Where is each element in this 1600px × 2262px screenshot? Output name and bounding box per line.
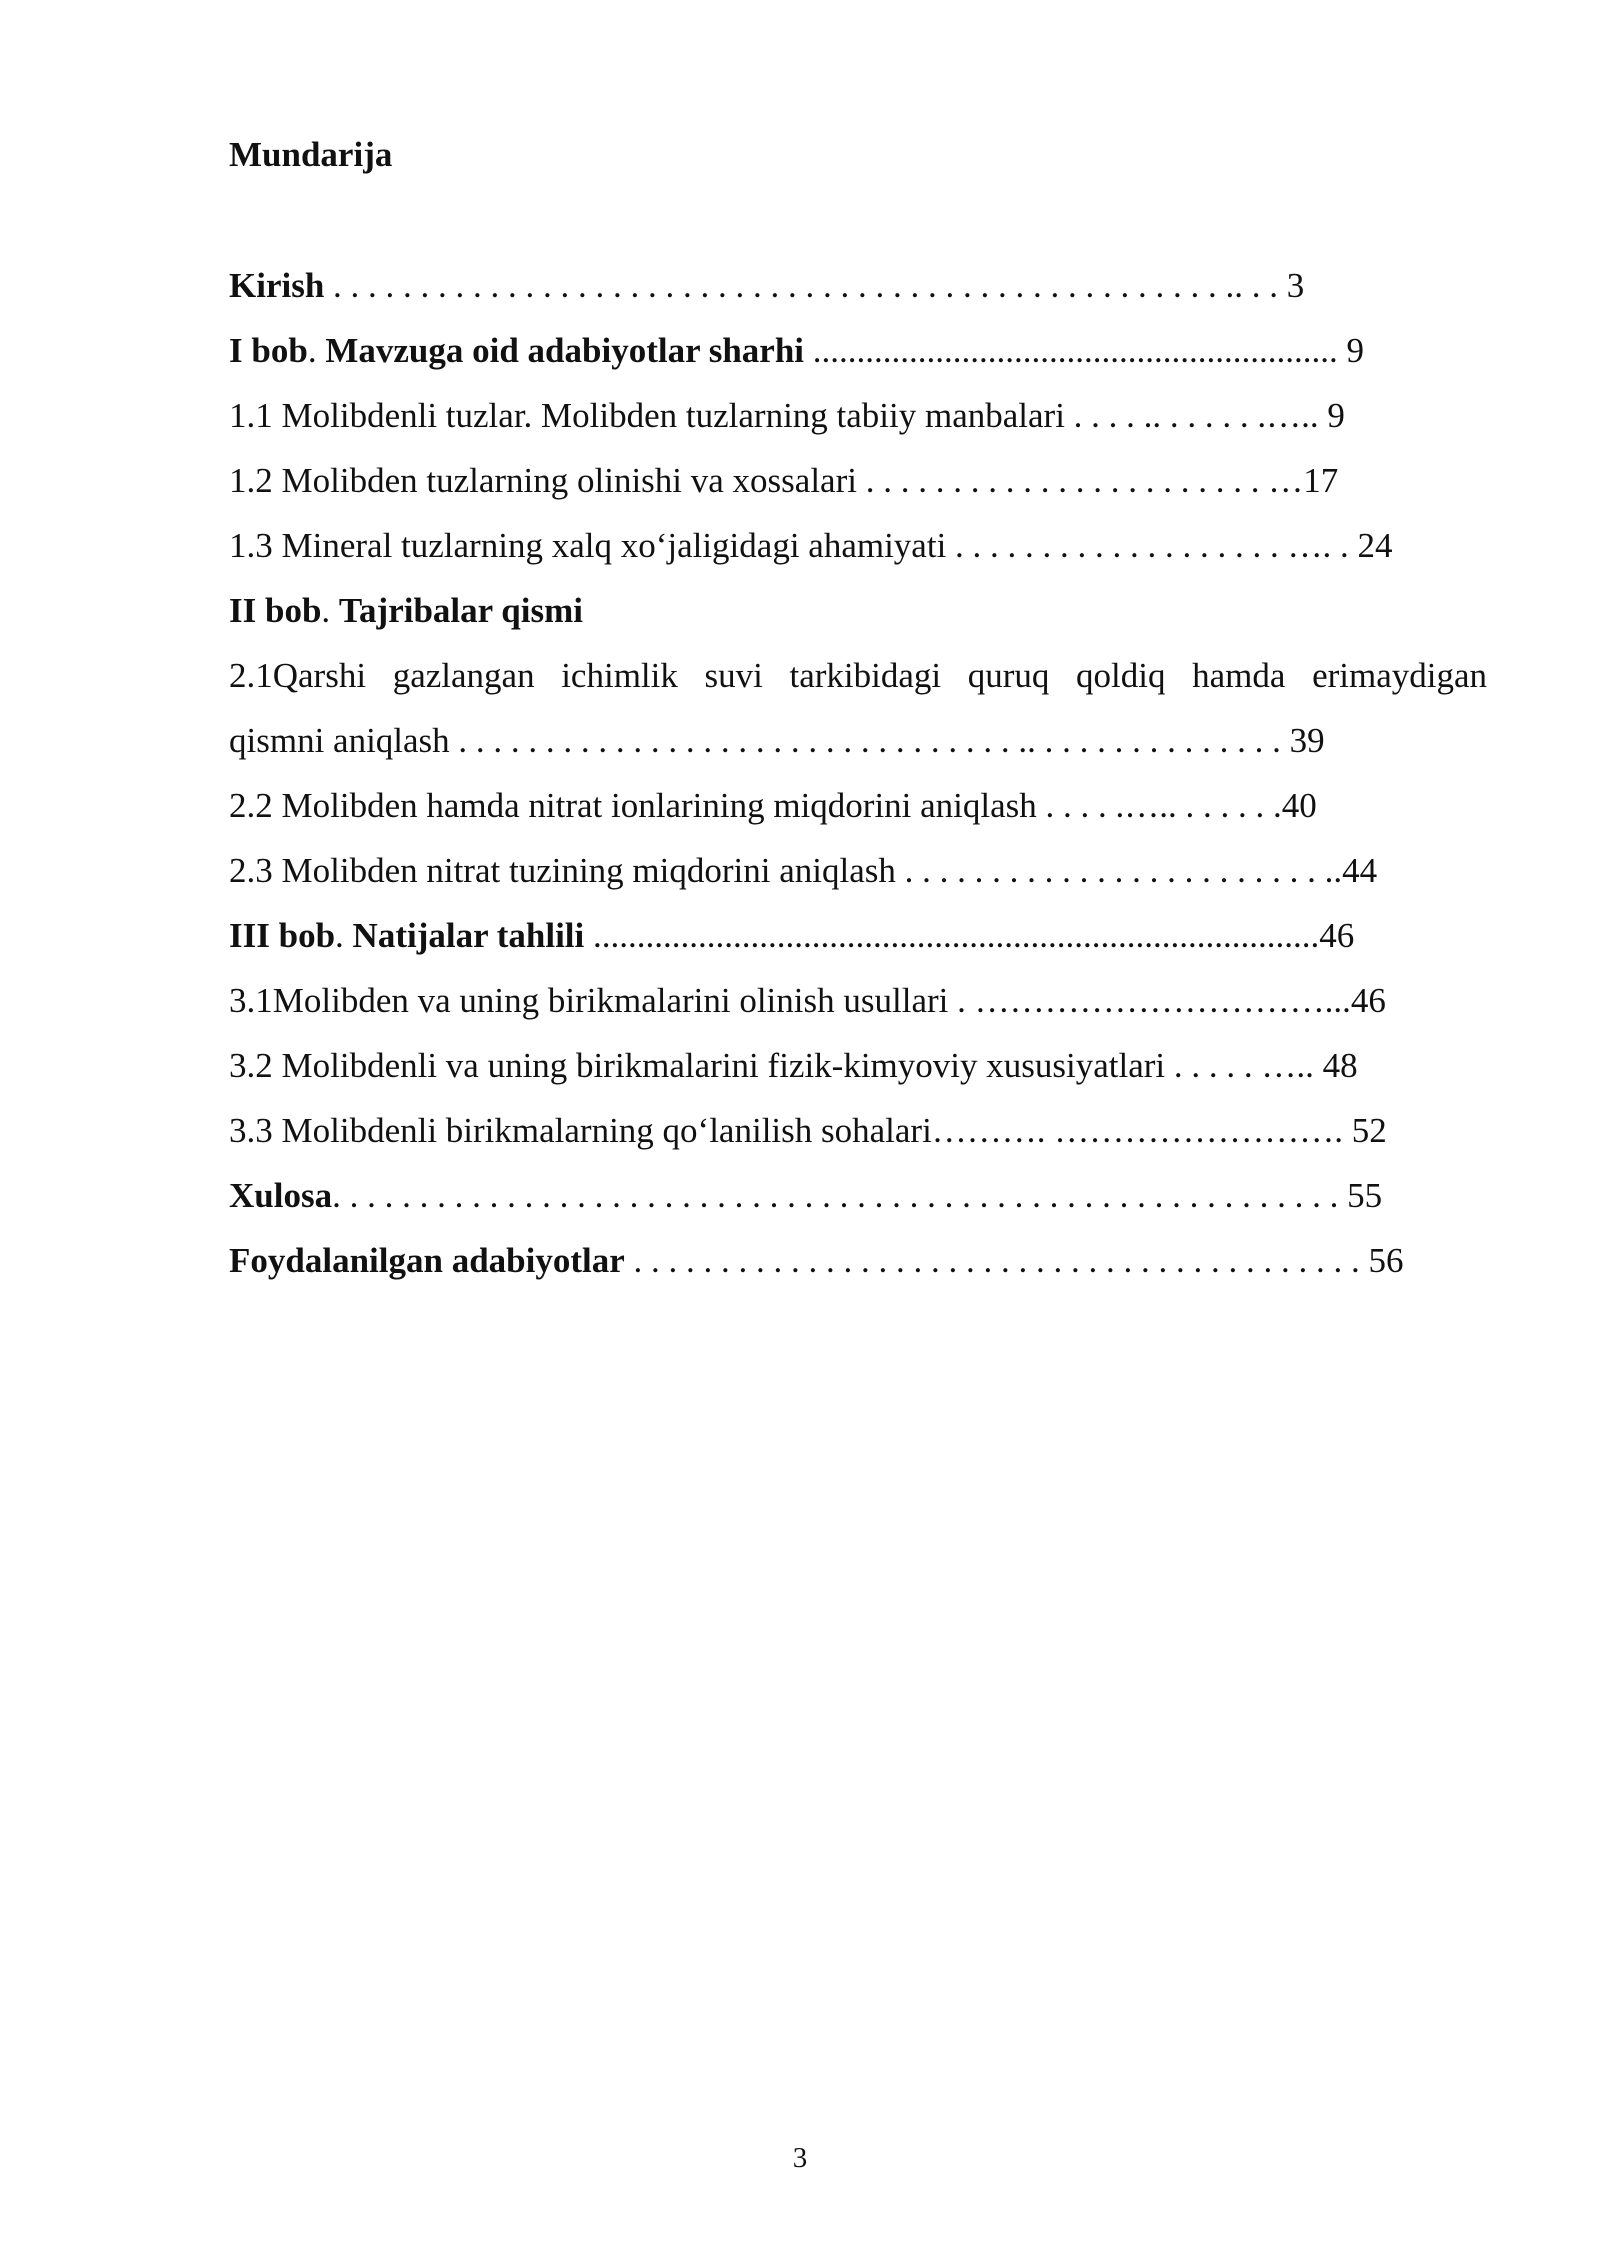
toc-entry-xulosa [229, 1174, 1487, 1239]
toc-separator: . [307, 331, 326, 370]
toc-entry-3-2 [229, 1044, 1487, 1109]
toc-entry-chapter-1 [229, 329, 1487, 394]
toc-entry-1-3 [229, 524, 1487, 589]
table-of-contents [229, 264, 1487, 1304]
toc-entry-text: 3.2 Molibdenli va uning birikmalarini fizik-kimyoviy xususiyatlari . . . . . ….. 48 [229, 1046, 1358, 1085]
toc-entry-text: 3.3 Molibdenli birikmalarning qo‘lanilish sohalari………. ……………………. 52 [229, 1111, 1387, 1150]
toc-chapter-title: Natijalar tahlili [352, 916, 585, 955]
toc-entry-3-3 [229, 1109, 1487, 1174]
toc-entry-title: Foydalanilgan adabiyotlar [229, 1241, 625, 1280]
toc-entry-2-1-line-2 [229, 719, 1487, 784]
toc-entry-text: 1.1 Molibdenli tuzlar. Molibden tuzlarning tabiiy manbalari . . . . .. . . . . . .….. 9 [229, 396, 1345, 435]
toc-entry-text: 2.3 Molibden nitrat tuzining miqdorini aniqlash . . . . . . . . . . . . . . . . . . . . . . . . ..44 [229, 851, 1378, 890]
page-number: 3 [792, 2142, 808, 2174]
toc-entry-text: qismni aniqlash . . . . . . . . . . . . . . . . . . . . . . . . . . . . . . . . .. . . . . . . . . . . . . . . 39 [229, 721, 1325, 760]
toc-chapter-title: Mavzuga oid adabiyotlar sharhi [325, 331, 805, 370]
toc-entry-title: Xulosa [229, 1176, 333, 1215]
toc-chapter-title: Tajribalar qismi [338, 591, 583, 630]
toc-entry-text: 2.1Qarshi gazlangan ichimlik suvi tarkibidagi quruq qoldiq hamda erimaydigan [229, 656, 1487, 695]
toc-entry-kirish [229, 264, 1487, 329]
toc-entry-leader-page: . . . . . . . . . . . . . . . . . . . . . . . . . . . . . . . . . . . . . . . . . . 56 [624, 1241, 1404, 1280]
toc-entry-references [229, 1239, 1487, 1304]
toc-entry-text: 1.3 Mineral tuzlarning xalq xo‘jaligidagi ahamiyati . . . . . . . . . . . . . . . . . . . …. . 24 [229, 526, 1393, 565]
toc-entry-chapter-2 [229, 589, 1487, 654]
toc-entry-2-3 [229, 849, 1487, 914]
toc-entry-leader-page: . . . . . . . . . . . . . . . . . . . . . . . . . . . . . . . . . . . . . . . . . . . . . . . . . . . . . . . . . . 55 [332, 1176, 1383, 1215]
toc-entry-3-1 [229, 979, 1487, 1044]
page-title: Mundarija [229, 135, 393, 174]
toc-chapter-label: III bob [229, 916, 336, 955]
toc-entry-1-2 [229, 459, 1487, 524]
toc-entry-text: 2.2 Molibden hamda nitrat ionlarining miqdorini aniqlash . . . . .….. . . . . . .40 [229, 786, 1317, 825]
toc-separator: . [321, 591, 339, 630]
toc-chapter-label: I bob [229, 331, 308, 370]
toc-entry-chapter-3 [229, 914, 1487, 979]
toc-entry-1-1 [229, 394, 1487, 459]
toc-entry-leader-page: ...................................................................................46 [584, 916, 1355, 955]
toc-chapter-label: II bob [229, 591, 322, 630]
toc-entry-2-1-line-1 [229, 654, 1487, 719]
toc-entry-title: Kirish [229, 266, 325, 305]
toc-entry-text: 1.2 Molibden tuzlarning olinishi va xossalari . . . . . . . . . . . . . . . . . . . . . . . …17 [229, 461, 1339, 500]
toc-entry-leader-page: ............................................................ 9 [804, 331, 1365, 370]
toc-entry-leader-page: . . . . . . . . . . . . . . . . . . . . . . . . . . . . . . . . . . . . . . . . . . . . . . . . . . . .. . . 3 [324, 266, 1305, 305]
toc-entry-2-2 [229, 784, 1487, 849]
toc-entry-text: 3.1Molibden va uning birikmalarini olinish usullari . …………………………...46 [229, 981, 1386, 1020]
toc-separator: . [335, 916, 353, 955]
